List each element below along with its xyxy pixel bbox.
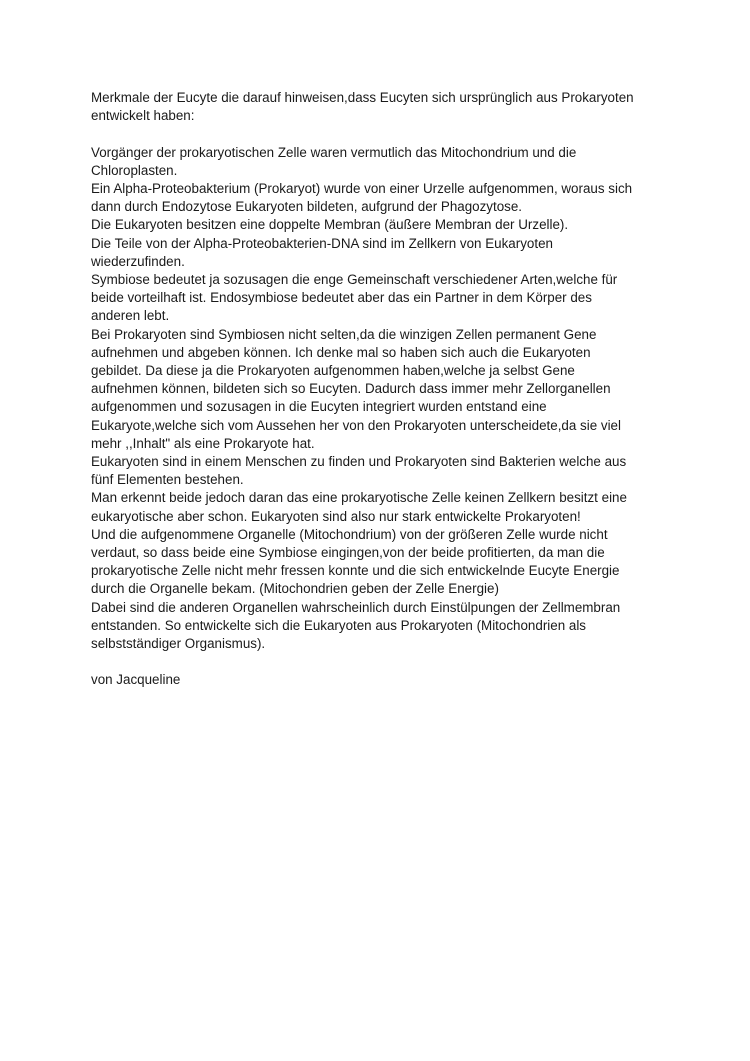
body-line: wiederzufinden.: [91, 253, 185, 269]
body-line: Die Eukaryoten besitzen eine doppelte Membran (äußere Membran der Urzelle).: [91, 217, 569, 233]
body-line: aufnehmen können, bildeten sich so Eucyten. Dadurch dass immer mehr Zellorganellen: [91, 381, 611, 397]
body-line: Ein Alpha-Proteobakterium (Prokaryot) wurde von einer Urzelle aufgenommen, woraus sich: [91, 181, 633, 196]
document-heading: [91, 89, 671, 125]
body-line: Symbiose bedeutet ja sozusagen die enge Gemeinschaft verschiedener Arten,welche für: [91, 272, 618, 288]
body-line: prokaryotische Zelle nicht mehr fressen konnte und die sich entwickelnde Eucyte Energie: [91, 563, 620, 579]
heading-line: entwickelt haben:: [91, 108, 195, 124]
body-line: Bei Prokaryoten sind Symbiosen nicht selten,da die winzigen Zellen permanent Gene: [91, 326, 597, 342]
body-line: Vorgänger der prokaryotischen Zelle waren vermutlich das Mitochondrium und die: [91, 144, 577, 160]
body-line: durch die Organelle bekam. (Mitochondrien geben der Zelle Energie): [91, 581, 499, 597]
body-line: entstanden. So entwickelte sich die Eukaryoten aus Prokaryoten (Mitochondrien als: [91, 617, 586, 633]
body-line: gebildet. Da diese ja die Prokaryoten aufgenommen haben,welche ja selbst Gene: [91, 363, 575, 379]
body-line: Und die aufgenommene Organelle (Mitochondrium) von der größeren Zelle wurde nicht: [91, 526, 608, 542]
heading-line: Merkmale der Eucyte die darauf hinweisen,dass Eucyten sich ursprünglich aus Prokaryoten: [91, 90, 634, 105]
body-line: selbstständiger Organismus).: [91, 636, 266, 652]
body-line: Man erkennt beide jedoch daran das eine prokaryotische Zelle keinen Zellkern besitzt eine: [91, 490, 627, 506]
paragraph-gap: [91, 653, 671, 671]
body-line: verdaut, so dass beide eine Symbiose eingingen,von der beide profitierten, da man die: [91, 545, 605, 561]
body-line: Die Teile von der Alpha-Proteobakterien-DNA sind im Zellkern von Eukaryoten: [91, 235, 553, 251]
body-line: mehr ,,Inhalt" als eine Prokaryote hat.: [91, 435, 315, 451]
body-line: beide vorteilhaft ist. Endosymbiose bedeutet aber das ein Partner in dem Körper des: [91, 290, 592, 306]
body-line: eukaryotische aber schon. Eukaryoten sind also nur stark entwickelte Prokaryoten!: [91, 508, 581, 524]
paragraph-gap: [91, 125, 671, 143]
body-line: fünf Elementen bestehen.: [91, 472, 244, 488]
body-line: Dabei sind die anderen Organellen wahrscheinlich durch Einstülpungen der Zellmembran: [91, 599, 621, 615]
body-line: aufgenommen und sozusagen in die Eucyten integriert wurden entstand eine: [91, 399, 547, 415]
body-line: Chloroplasten.: [91, 162, 178, 178]
document-content: [91, 89, 671, 690]
body-line: aufnehmen und abgeben können. Ich denke mal so haben sich auch die Eukaryoten: [91, 344, 591, 360]
body-line: Eukaryote,welche sich vom Aussehen her von den Prokaryoten unterscheidete,da sie viel: [91, 417, 621, 433]
body-line: anderen lebt.: [91, 308, 170, 324]
body-line: Eukaryoten sind in einem Menschen zu finden und Prokaryoten sind Bakterien welche aus: [91, 454, 627, 470]
body-line: dann durch Endozytose Eukaryoten bildeten, aufgrund der Phagozytose.: [91, 199, 523, 215]
signature: von Jacqueline: [91, 672, 181, 688]
document-body: [91, 144, 671, 654]
